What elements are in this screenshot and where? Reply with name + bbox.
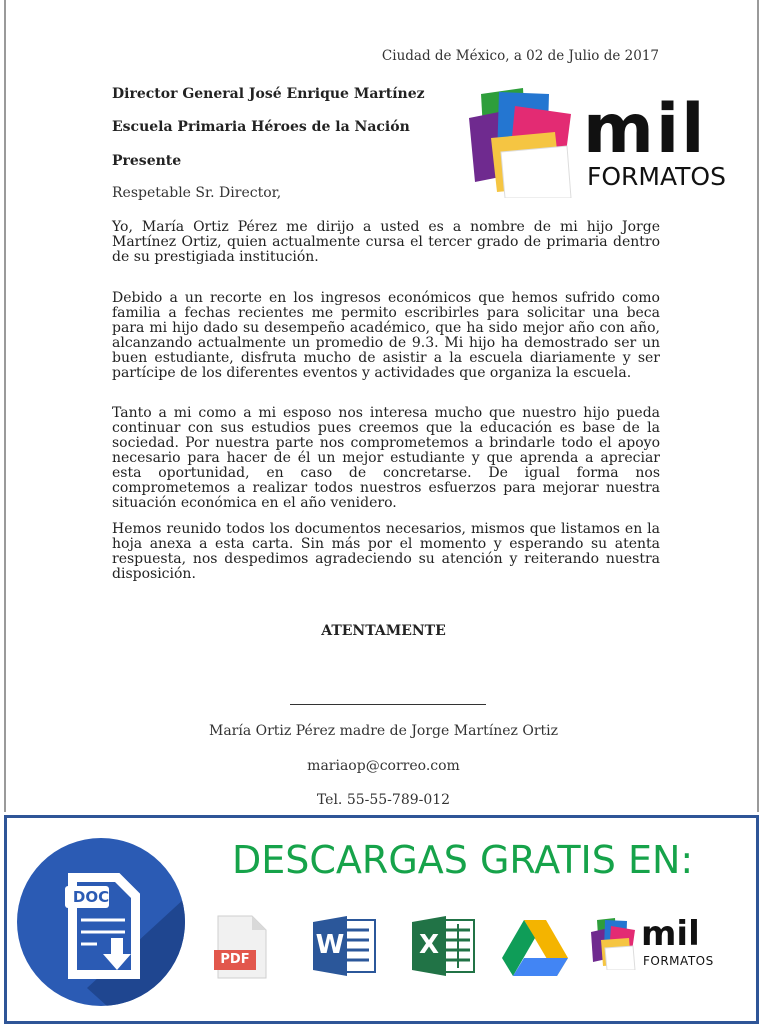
excel-label: X <box>418 930 440 960</box>
milformatos-icon[interactable] <box>589 914 729 978</box>
small-formatos-text: FORMATOS <box>643 954 714 968</box>
doc-file-icon <box>17 838 185 1006</box>
paragraph-1: Yo, María Ortiz Pérez me dirijo a usted es a nombre de mi hijo Jorge Martínez Ortiz, quien actualmente cursa el tercer grado de primaria dentro de su prestigiada institución. <box>112 219 660 265</box>
paragraph-4: Hemos reunido todos los documentos necesarios, mismos que listamos en la hoja anexa a esta carta. Sin más por el momento y esperando su atenta respuesta, nos despedimos agradeciendo su atención y reiterando nuestra disposición. <box>112 521 660 582</box>
small-papers-icon <box>589 918 637 970</box>
recipient-school: Escuela Primaria Héroes de la Nación <box>112 119 410 135</box>
drive-icon[interactable] <box>502 918 568 978</box>
signature-email: mariaop@correo.com <box>307 758 460 774</box>
banner-title: DESCARGAS GRATIS EN: <box>232 838 694 882</box>
greeting: Respetable Sr. Director, <box>112 185 282 201</box>
word-icon[interactable] <box>311 914 377 978</box>
excel-icon[interactable] <box>410 914 476 978</box>
presente-label: Presente <box>112 153 182 169</box>
milformatos-logo <box>463 88 743 198</box>
logo-mil-text: mil <box>583 90 707 169</box>
letter-date: Ciudad de México, a 02 de Julio de 2017 <box>381 48 659 64</box>
word-label: W <box>315 930 345 960</box>
pdf-icon[interactable] <box>212 914 270 980</box>
signature-phone: Tel. 55-55-789-012 <box>316 792 451 808</box>
letter-page <box>4 0 759 812</box>
doc-label: DOC <box>72 888 110 906</box>
doc-download-icon[interactable] <box>17 838 185 1006</box>
logo-papers-icon <box>463 88 583 198</box>
paragraph-3: Tanto a mi como a mi esposo nos interesa mucho que nuestro hijo pueda continuar con sus estudios pues creemos que la educación es base de la sociedad. Por nuestra parte nos comprometemos a brindarle todo el apoyo necesario para hacer de él un mejor estudiante y que aprenda a apreciar esta oportunidad, en caso de concretarse. De igual forma nos comprometemos a realizar todos nuestros esfuerzos para mejorar nuestra situación económica en el año venidero. <box>112 405 660 511</box>
paragraph-2: Debido a un recorte en los ingresos económicos que hemos sufrido como familia a fechas recientes me permito escribirles para solicitar una beca para mi hijo dado su desempeño académico, que ha sido mejor año con año, alcanzando actualmente un promedio de 9.3. Mi hijo ha demostrado ser un buen estudiante, disfruta mucho de asistir a la escuela diariamente y ser partícipe de los diferentes eventos y actividades que organiza la escuela. <box>112 290 660 381</box>
pdf-label: PDF <box>220 952 250 967</box>
download-banner <box>4 815 759 1024</box>
recipient-name: Director General José Enrique Martínez <box>112 86 425 102</box>
closing: ATENTAMENTE <box>321 623 446 639</box>
signature-line <box>290 704 486 705</box>
small-mil-text: mil <box>641 914 700 954</box>
logo-formatos-text: FORMATOS <box>587 162 726 191</box>
signature-name: María Ortiz Pérez madre de Jorge Martínez Ortiz <box>208 723 559 739</box>
